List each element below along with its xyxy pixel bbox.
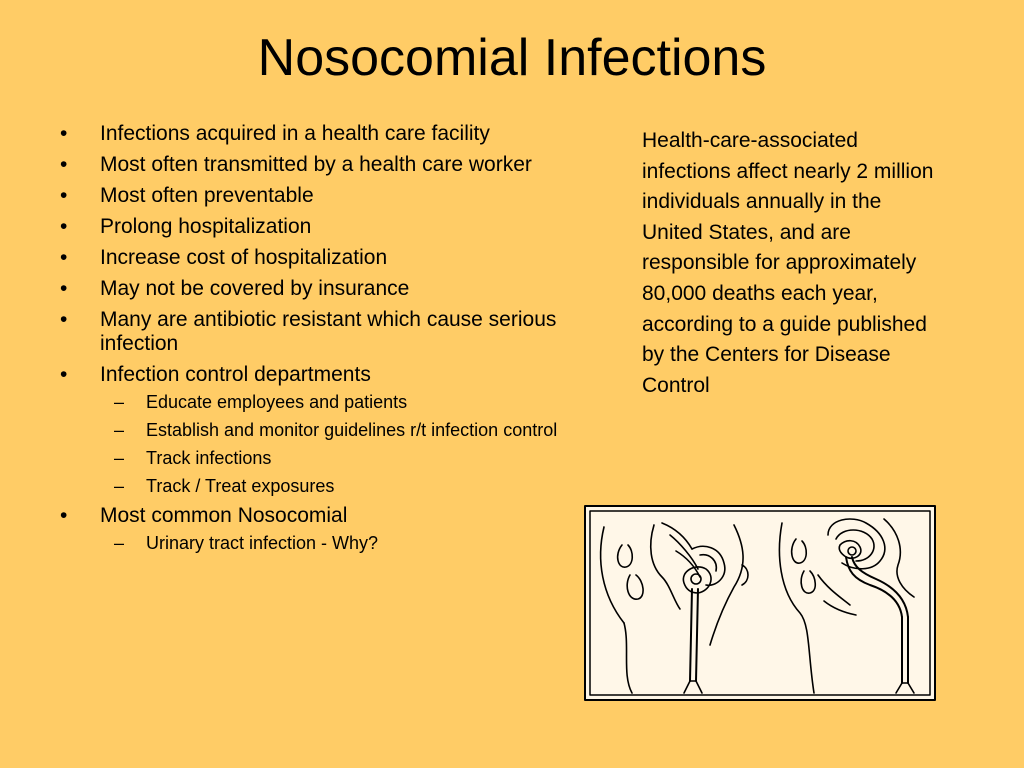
bullet-glyph: • bbox=[60, 363, 68, 386]
bullet-text: Many are antibiotic resistant which cause serious infection bbox=[100, 308, 557, 355]
illustration-outer-frame bbox=[585, 506, 935, 700]
bullet-list bbox=[58, 122, 558, 561]
bullet-text: Prolong hospitalization bbox=[100, 215, 312, 238]
sub-bullet-item bbox=[100, 533, 558, 554]
sub-bullet-list bbox=[100, 392, 558, 497]
sub-bullet-text: Track / Treat exposures bbox=[146, 476, 335, 496]
bullet-glyph: • bbox=[60, 308, 68, 331]
urinary-catheter-anatomy-illustration bbox=[584, 505, 936, 701]
bullet-glyph: • bbox=[60, 153, 68, 176]
slide-title: Nosocomial Infections bbox=[257, 29, 767, 87]
sub-bullet-text: Urinary tract infection - Why? bbox=[146, 533, 379, 553]
bullet-item bbox=[58, 246, 558, 270]
sub-bullet-item bbox=[100, 420, 558, 441]
bullet-item bbox=[58, 308, 558, 356]
bullet-item bbox=[58, 215, 558, 239]
bullet-text: Increase cost of hospitalization bbox=[100, 246, 388, 269]
bullet-text: May not be covered by insurance bbox=[100, 277, 410, 300]
sub-bullet-glyph: – bbox=[114, 420, 125, 440]
bullet-glyph: • bbox=[60, 277, 68, 300]
sub-bullet-list bbox=[100, 533, 558, 554]
sub-bullet-item bbox=[100, 392, 558, 413]
bullet-glyph: • bbox=[60, 504, 68, 527]
sub-bullet-glyph: – bbox=[114, 392, 125, 412]
bullet-text: Most often preventable bbox=[100, 184, 314, 207]
sub-bullet-item bbox=[100, 476, 558, 497]
bullet-glyph: • bbox=[60, 246, 68, 269]
bullet-item bbox=[58, 363, 558, 497]
bullet-item bbox=[58, 122, 558, 146]
sub-bullet-text: Establish and monitor guidelines r/t infection control bbox=[146, 420, 558, 440]
bullet-glyph: • bbox=[60, 215, 68, 238]
bullet-item bbox=[58, 277, 558, 301]
bullet-item bbox=[58, 504, 558, 554]
bullet-glyph: • bbox=[60, 122, 68, 145]
bullet-text: Most often transmitted by a health care worker bbox=[100, 153, 532, 176]
sub-bullet-glyph: – bbox=[114, 533, 125, 553]
bullet-glyph: • bbox=[60, 184, 68, 207]
bullet-text: Infection control departments bbox=[100, 363, 371, 386]
sub-bullet-glyph: – bbox=[114, 476, 125, 496]
sub-bullet-item bbox=[100, 448, 558, 469]
bullet-item bbox=[58, 184, 558, 208]
side-paragraph: Health-care-associated infections affect nearly 2 million individuals annually in the United States, and are responsible for approximately 80,000 deaths each year, according to a guide published by the Centers for Disease Control bbox=[642, 129, 934, 397]
sub-bullet-glyph: – bbox=[114, 448, 125, 468]
bullet-text: Most common Nosocomial bbox=[100, 504, 348, 527]
bullet-item bbox=[58, 153, 558, 177]
bullet-text: Infections acquired in a health care facility bbox=[100, 122, 490, 145]
sub-bullet-text: Educate employees and patients bbox=[146, 392, 408, 412]
sub-bullet-text: Track infections bbox=[146, 448, 272, 468]
